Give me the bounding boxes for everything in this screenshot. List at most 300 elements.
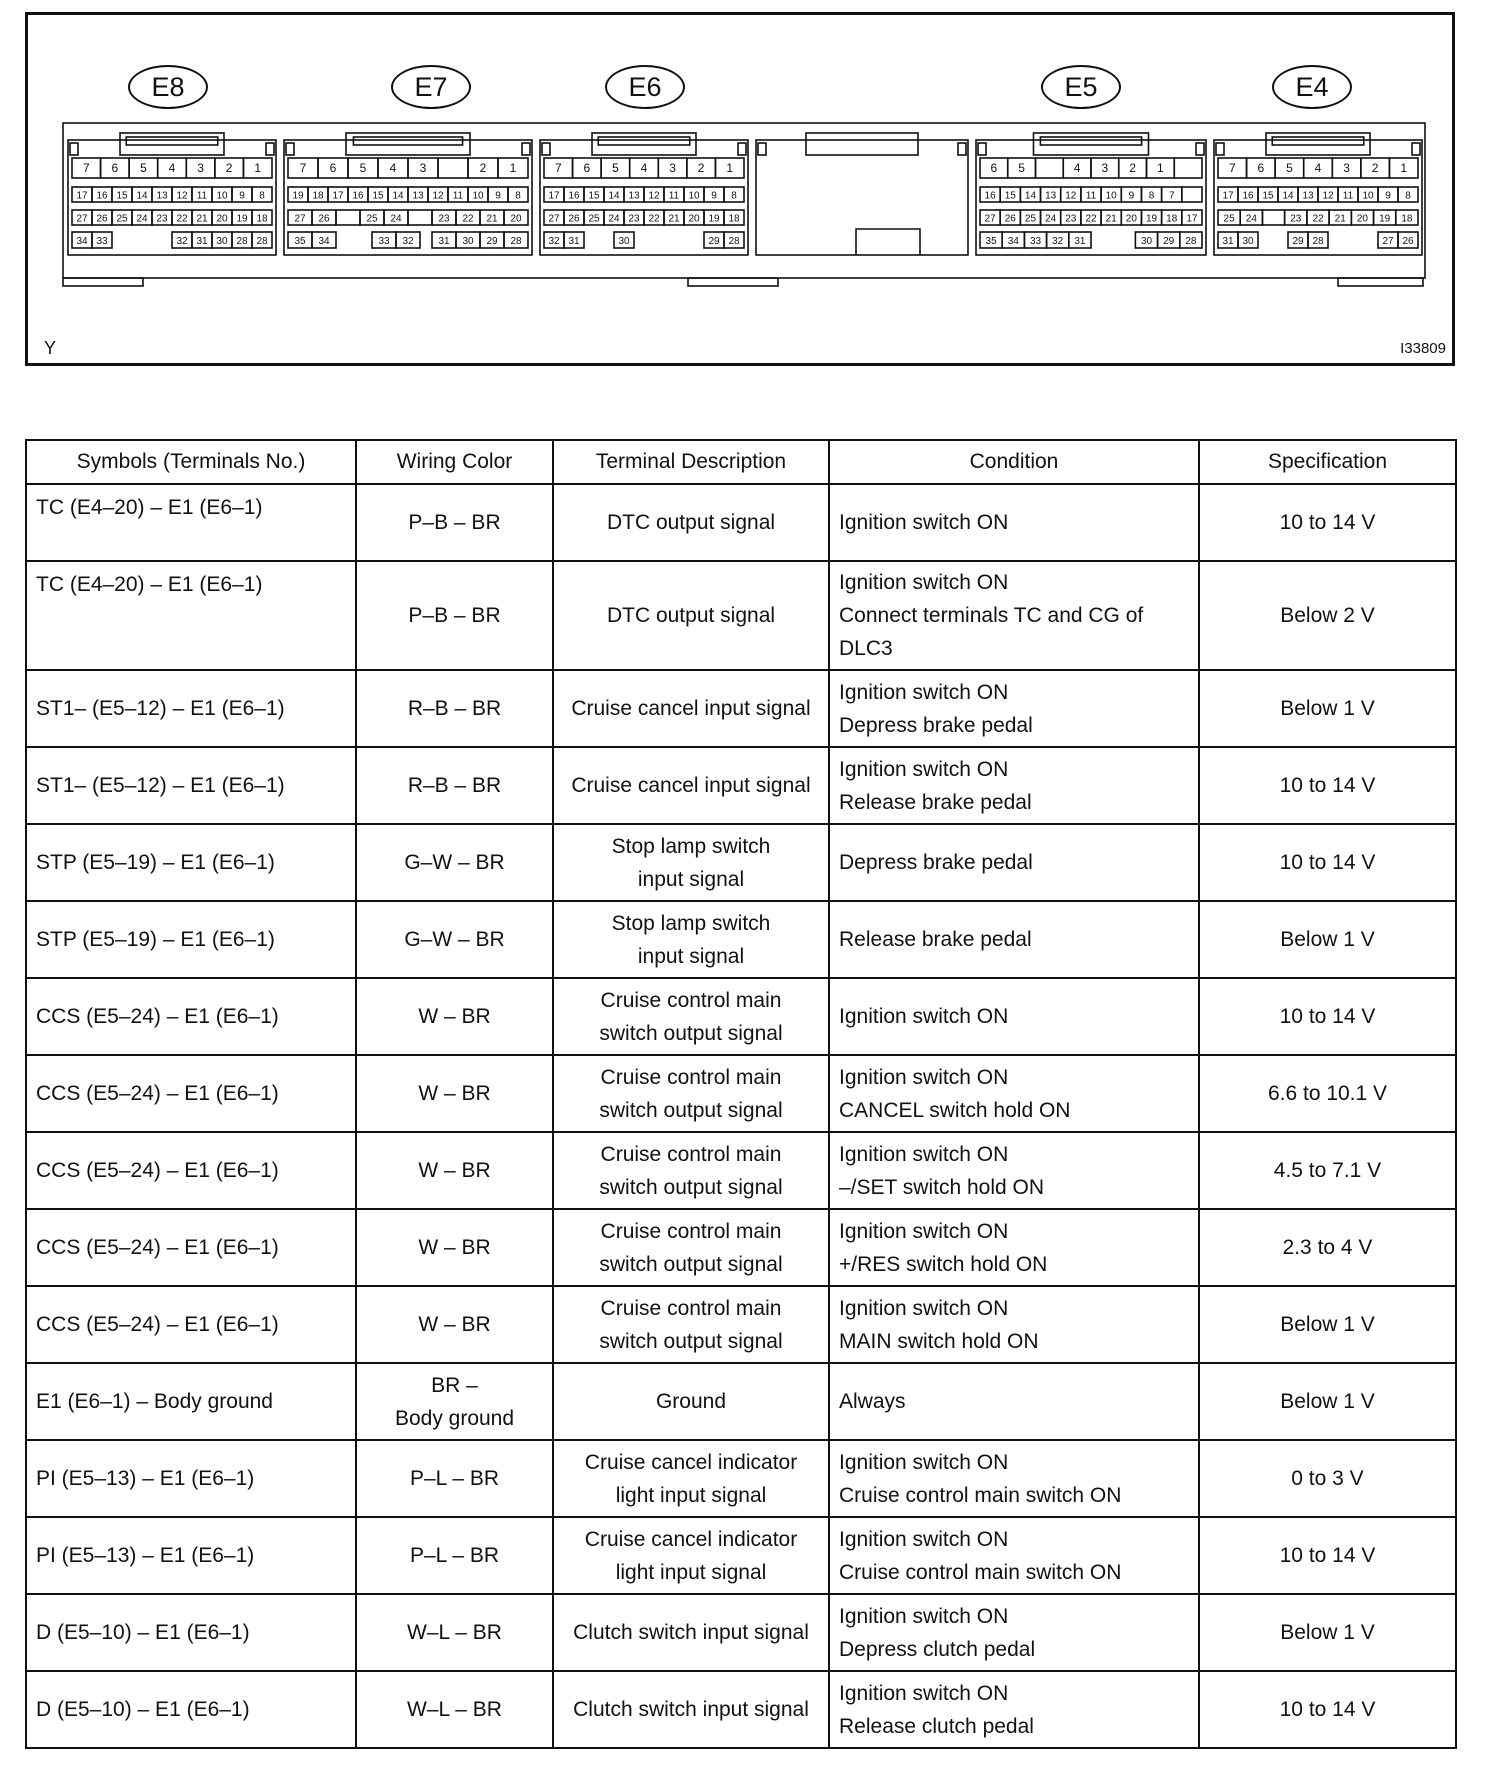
- cell-color: G–W – BR: [356, 901, 553, 978]
- connector-e6-ear-right: [738, 143, 746, 155]
- cell-desc: Ground: [553, 1363, 829, 1440]
- cell-cond: Ignition switch ON Cruise control main switch ON: [829, 1517, 1199, 1594]
- cell-cond: Ignition switch ON CANCEL switch hold ON: [829, 1055, 1199, 1132]
- terminal-number: 19: [708, 213, 720, 225]
- cell-cond: Ignition switch ON Depress clutch pedal: [829, 1594, 1199, 1671]
- terminal-number: 35: [294, 236, 306, 247]
- terminal-number: 12: [176, 190, 188, 202]
- terminal-number: 3: [419, 161, 427, 175]
- terminal-number: 31: [568, 236, 580, 247]
- terminal-number: 26: [96, 213, 108, 225]
- terminal-number: 25: [1223, 213, 1235, 225]
- terminal-number: 26: [1402, 236, 1414, 247]
- terminal-number: 15: [1004, 190, 1016, 202]
- cell-spec: 6.6 to 10.1 V: [1199, 1055, 1456, 1132]
- terminal-number: 5: [140, 161, 147, 175]
- terminal-number: 15: [588, 190, 600, 202]
- terminal-number: 7: [299, 161, 307, 175]
- terminal-spec-table: [25, 439, 1457, 1749]
- terminal-number: 11: [668, 190, 680, 202]
- cell-cond: Release brake pedal: [829, 901, 1199, 978]
- figure-id: I33809: [1400, 340, 1446, 357]
- terminal-number: 2: [697, 161, 705, 175]
- cell-cond: Ignition switch ON: [829, 978, 1199, 1055]
- terminal-number: 17: [76, 190, 88, 202]
- rail-tab-right: [1338, 278, 1423, 286]
- connector-e5-ear-right: [1196, 143, 1204, 155]
- cell-cond: Always: [829, 1363, 1199, 1440]
- terminal-number: 9: [1385, 190, 1391, 202]
- center-ear-left: [758, 143, 766, 155]
- connector-e8-ear-right: [266, 143, 274, 155]
- terminal-number: 10: [472, 190, 484, 202]
- cell-spec: Below 1 V: [1199, 1594, 1456, 1671]
- terminal-number: 29: [708, 236, 720, 247]
- cell-spec: Below 1 V: [1199, 901, 1456, 978]
- cell-symbol: PI (E5–13) – E1 (E6–1): [26, 1517, 356, 1594]
- table-row: [26, 1055, 1456, 1132]
- cell-symbol: PI (E5–13) – E1 (E6–1): [26, 1440, 356, 1517]
- terminal-number: 14: [608, 190, 620, 202]
- cell-spec: 10 to 14 V: [1199, 978, 1456, 1055]
- connector-e7-row2-cell: [408, 210, 432, 225]
- terminal-number: 13: [628, 190, 640, 202]
- cell-desc: Stop lamp switch input signal: [553, 824, 829, 901]
- terminal-number: 13: [1045, 190, 1057, 202]
- terminal-number: 28: [728, 236, 740, 247]
- terminal-number: 25: [588, 213, 600, 225]
- connector-e4-ear-left: [1216, 143, 1224, 155]
- terminal-number: 3: [1101, 161, 1109, 175]
- terminal-number: 19: [1379, 213, 1391, 225]
- cell-desc: Stop lamp switch input signal: [553, 901, 829, 978]
- terminal-number: 19: [292, 190, 304, 202]
- table-row: [26, 978, 1456, 1055]
- terminal-number: 20: [216, 213, 228, 225]
- cell-desc: Clutch switch input signal: [553, 1671, 829, 1748]
- terminal-number: 5: [359, 161, 367, 175]
- terminal-number: 9: [495, 190, 501, 202]
- terminal-number: 15: [1262, 190, 1274, 202]
- center-ear-right: [958, 143, 966, 155]
- terminal-number: 15: [372, 190, 384, 202]
- cell-symbol: ST1– (E5–12) – E1 (E6–1): [26, 670, 356, 747]
- center-notch: [856, 229, 920, 255]
- cell-spec: 10 to 14 V: [1199, 824, 1456, 901]
- terminal-number: 26: [1004, 213, 1016, 225]
- cell-symbol: D (E5–10) – E1 (E6–1): [26, 1671, 356, 1748]
- cell-color: W – BR: [356, 978, 553, 1055]
- table-row: [26, 1440, 1456, 1517]
- center-block: [756, 140, 968, 255]
- terminal-number: 30: [1242, 236, 1254, 247]
- terminal-number: 29: [1163, 236, 1175, 247]
- connector-e6-latch-inner: [598, 137, 690, 145]
- center-latch: [806, 133, 918, 155]
- terminal-number: 18: [256, 213, 268, 225]
- terminal-number: 35: [985, 236, 997, 247]
- table-row: [26, 561, 1456, 670]
- terminal-number: 2: [1371, 161, 1379, 175]
- terminal-number: 9: [239, 190, 245, 202]
- header-terminal-description: Terminal Description: [553, 440, 829, 484]
- terminal-number: 16: [96, 190, 108, 202]
- terminal-number: 4: [389, 161, 397, 175]
- terminal-number: 9: [1128, 190, 1135, 202]
- cell-desc: Cruise control main switch output signal: [553, 978, 829, 1055]
- terminal-number: 12: [1322, 190, 1334, 202]
- table-row: [26, 1363, 1456, 1440]
- terminal-number: 10: [1362, 190, 1374, 202]
- terminal-number: 7: [554, 161, 562, 175]
- terminal-number: 20: [1125, 213, 1137, 225]
- terminal-number: 27: [76, 213, 88, 225]
- cell-color: BR – Body ground: [356, 1363, 553, 1440]
- connector-e5-top-cell: [1174, 158, 1202, 178]
- terminal-number: 30: [462, 236, 474, 247]
- terminal-number: 6: [111, 161, 119, 175]
- table-row: [26, 1594, 1456, 1671]
- terminal-number: 8: [1148, 190, 1155, 202]
- terminal-number: 16: [1242, 190, 1254, 202]
- cell-color: W–L – BR: [356, 1671, 553, 1748]
- terminal-number: 25: [366, 213, 378, 225]
- cell-desc: Cruise cancel input signal: [553, 670, 829, 747]
- cell-color: P–B – BR: [356, 561, 553, 670]
- terminal-number: 22: [462, 213, 474, 225]
- terminal-number: 10: [1105, 190, 1117, 202]
- cell-spec: 10 to 14 V: [1199, 747, 1456, 824]
- connector-e6-ear-left: [542, 143, 550, 155]
- terminal-number: 7: [1168, 190, 1175, 202]
- table-row: [26, 1671, 1456, 1748]
- cell-desc: Cruise cancel input signal: [553, 747, 829, 824]
- terminal-number: 13: [156, 190, 168, 202]
- terminal-number: 24: [608, 213, 620, 225]
- terminal-number: 20: [510, 213, 522, 225]
- terminal-number: 5: [612, 161, 619, 175]
- terminal-number: 17: [1222, 190, 1234, 202]
- terminal-number: 23: [438, 213, 450, 225]
- table-row: [26, 1209, 1456, 1286]
- terminal-number: 20: [688, 213, 700, 225]
- terminal-number: 32: [402, 236, 414, 247]
- cell-desc: Cruise control main switch output signal: [553, 1286, 829, 1363]
- terminal-number: 23: [1065, 213, 1077, 225]
- cell-color: W – BR: [356, 1286, 553, 1363]
- terminal-number: 18: [312, 190, 324, 202]
- terminal-number: 16: [568, 190, 580, 202]
- connector-e5-row1-cell: [1182, 187, 1202, 202]
- connector-e4-latch-inner: [1272, 137, 1364, 145]
- table-row: [26, 484, 1456, 561]
- cell-symbol: D (E5–10) – E1 (E6–1): [26, 1594, 356, 1671]
- terminal-number: 7: [82, 161, 90, 175]
- connector-e5-latch-inner: [1040, 137, 1141, 145]
- terminal-number: 4: [1314, 161, 1322, 175]
- terminal-number: 26: [318, 213, 330, 225]
- terminal-number: 29: [1292, 236, 1304, 247]
- terminal-number: 14: [1024, 190, 1037, 202]
- cell-color: W–L – BR: [356, 1594, 553, 1671]
- terminal-number: 28: [510, 236, 522, 247]
- cell-cond: Ignition switch ON MAIN switch hold ON: [829, 1286, 1199, 1363]
- cell-cond: Ignition switch ON –/SET switch hold ON: [829, 1132, 1199, 1209]
- terminal-number: 2: [1129, 161, 1136, 175]
- table-row: [26, 1132, 1456, 1209]
- rail-tab-center: [688, 278, 778, 286]
- connector-e7-latch-inner: [353, 137, 462, 145]
- cell-color: P–L – BR: [356, 1517, 553, 1594]
- table-row: [26, 1517, 1456, 1594]
- terminal-number: 31: [438, 236, 450, 247]
- terminal-number: 28: [1185, 236, 1197, 247]
- terminal-number: 34: [76, 236, 88, 247]
- terminal-number: 24: [1245, 213, 1257, 225]
- terminal-number: 6: [329, 161, 337, 175]
- terminal-number: 12: [432, 190, 444, 202]
- connector-e7-top-cell: [438, 158, 468, 178]
- terminal-number: 24: [390, 213, 402, 225]
- cell-color: R–B – BR: [356, 747, 553, 824]
- header-wiring-color: Wiring Color: [356, 440, 553, 484]
- terminal-number: 13: [412, 190, 424, 202]
- terminal-number: 28: [1312, 236, 1324, 247]
- terminal-number: 27: [548, 213, 560, 225]
- connector-e4-row2-cell: [1262, 210, 1284, 225]
- terminal-number: 28: [256, 236, 268, 247]
- terminal-number: 32: [176, 236, 188, 247]
- terminal-number: 33: [96, 236, 108, 247]
- terminal-number: 14: [1282, 190, 1294, 202]
- terminal-number: 33: [1029, 236, 1042, 247]
- terminal-number: 8: [515, 190, 521, 202]
- terminal-number: 20: [1356, 213, 1369, 225]
- connector-e7-ear-left: [286, 143, 294, 155]
- terminal-number: 8: [259, 190, 265, 202]
- terminal-number: 11: [1085, 190, 1097, 202]
- terminal-number: 21: [1105, 213, 1117, 225]
- terminal-number: 29: [486, 236, 498, 247]
- terminal-number: 4: [640, 161, 648, 175]
- cell-spec: Below 1 V: [1199, 1286, 1456, 1363]
- cell-symbol: CCS (E5–24) – E1 (E6–1): [26, 1209, 356, 1286]
- header-condition: Condition: [829, 440, 1199, 484]
- terminal-number: 24: [1045, 213, 1057, 225]
- terminal-number: 4: [1073, 161, 1081, 175]
- terminal-number: 10: [216, 190, 228, 202]
- terminal-number: 6: [583, 161, 591, 175]
- connector-drawing: [28, 15, 1452, 363]
- cell-symbol: ST1– (E5–12) – E1 (E6–1): [26, 747, 356, 824]
- cell-symbol: CCS (E5–24) – E1 (E6–1): [26, 1132, 356, 1209]
- cell-color: G–W – BR: [356, 824, 553, 901]
- terminal-number: 17: [332, 190, 344, 202]
- terminal-number: 8: [1405, 190, 1411, 202]
- terminal-number: 31: [1222, 236, 1234, 247]
- terminal-number: 7: [1228, 161, 1236, 175]
- connector-e5-top-cell: [1036, 158, 1064, 178]
- cell-desc: Cruise control main switch output signal: [553, 1055, 829, 1132]
- cell-symbol: CCS (E5–24) – E1 (E6–1): [26, 1286, 356, 1363]
- terminal-number: 18: [1166, 213, 1178, 225]
- terminal-number: 22: [1085, 213, 1097, 225]
- cell-symbol: CCS (E5–24) – E1 (E6–1): [26, 1055, 356, 1132]
- terminal-number: 12: [1065, 190, 1077, 202]
- terminal-number: 22: [648, 213, 660, 225]
- cell-cond: Ignition switch ON +/RES switch hold ON: [829, 1209, 1199, 1286]
- terminal-number: 12: [648, 190, 660, 202]
- cell-desc: DTC output signal: [553, 561, 829, 670]
- cell-spec: 4.5 to 7.1 V: [1199, 1132, 1456, 1209]
- connector-label-e5: E5: [1041, 65, 1121, 109]
- terminal-number: 10: [688, 190, 700, 202]
- terminal-number: 31: [1074, 236, 1086, 247]
- terminal-number: 23: [156, 213, 168, 225]
- cell-color: P–B – BR: [356, 484, 553, 561]
- cell-symbol: STP (E5–19) – E1 (E6–1): [26, 824, 356, 901]
- cell-color: P–L – BR: [356, 1440, 553, 1517]
- header-specification: Specification: [1199, 440, 1456, 484]
- cell-spec: Below 2 V: [1199, 561, 1456, 670]
- terminal-number: 16: [984, 190, 996, 202]
- terminal-number: 5: [1286, 161, 1293, 175]
- cell-desc: Clutch switch input signal: [553, 1594, 829, 1671]
- terminal-number: 6: [1257, 161, 1265, 175]
- connector-e7-row2-cell: [336, 210, 360, 225]
- connector-e7-ear-right: [522, 143, 530, 155]
- table-body: [26, 484, 1456, 1748]
- terminal-number: 16: [352, 190, 364, 202]
- terminal-number: 2: [479, 161, 487, 175]
- terminal-number: 22: [1312, 213, 1324, 225]
- terminal-number: 25: [1024, 213, 1037, 225]
- terminal-number: 24: [136, 213, 148, 225]
- terminal-number: 13: [1302, 190, 1314, 202]
- terminal-number: 11: [452, 190, 464, 202]
- cell-color: W – BR: [356, 1132, 553, 1209]
- table-row: [26, 747, 1456, 824]
- terminal-number: 23: [628, 213, 640, 225]
- terminal-number: 27: [984, 213, 996, 225]
- terminal-number: 11: [196, 190, 208, 202]
- terminal-number: 23: [1290, 213, 1302, 225]
- terminal-number: 22: [176, 213, 188, 225]
- cell-symbol: TC (E4–20) – E1 (E6–1): [26, 561, 356, 670]
- terminal-number: 17: [1186, 213, 1198, 225]
- terminal-number: 4: [168, 161, 176, 175]
- table-row: [26, 824, 1456, 901]
- table-row: [26, 670, 1456, 747]
- cell-desc: Cruise control main switch output signal: [553, 1209, 829, 1286]
- terminal-number: 18: [1401, 213, 1413, 225]
- terminal-number: 14: [392, 190, 404, 202]
- connector-e4-ear-right: [1412, 143, 1420, 155]
- terminal-number: 1: [1157, 161, 1164, 175]
- cell-cond: Depress brake pedal: [829, 824, 1199, 901]
- terminal-number: 6: [990, 161, 998, 175]
- terminal-number: 32: [1052, 236, 1064, 247]
- terminal-number: 30: [1140, 236, 1153, 247]
- cell-spec: 0 to 3 V: [1199, 1440, 1456, 1517]
- connector-label-e4: E4: [1272, 65, 1352, 109]
- connector-label-e7: E7: [391, 65, 471, 109]
- cell-symbol: TC (E4–20) – E1 (E6–1): [26, 484, 356, 561]
- terminal-number: 11: [1342, 190, 1354, 202]
- terminal-number: 28: [236, 236, 248, 247]
- connector-e8-latch-inner: [126, 137, 218, 145]
- cell-cond: Ignition switch ON Depress brake pedal: [829, 670, 1199, 747]
- cell-cond: Ignition switch ON: [829, 484, 1199, 561]
- cell-cond: Ignition switch ON Release brake pedal: [829, 747, 1199, 824]
- connector-diagram: [25, 12, 1455, 366]
- cell-desc: Cruise control main switch output signal: [553, 1132, 829, 1209]
- terminal-number: 15: [116, 190, 128, 202]
- cell-color: R–B – BR: [356, 670, 553, 747]
- terminal-number: 8: [731, 190, 737, 202]
- terminal-number: 17: [548, 190, 560, 202]
- corner-label: Y: [44, 338, 57, 358]
- terminal-number: 30: [216, 236, 228, 247]
- cell-spec: 10 to 14 V: [1199, 484, 1456, 561]
- terminal-number: 26: [568, 213, 580, 225]
- table-row: [26, 901, 1456, 978]
- terminal-number: 21: [668, 213, 680, 225]
- table-header-row: [26, 440, 1456, 484]
- terminal-number: 21: [1334, 213, 1346, 225]
- terminal-number: 1: [254, 161, 262, 175]
- rail-tab-left: [63, 278, 143, 286]
- terminal-number: 3: [669, 161, 676, 175]
- cell-spec: 2.3 to 4 V: [1199, 1209, 1456, 1286]
- terminal-number: 18: [728, 213, 740, 225]
- terminal-number: 32: [548, 236, 560, 247]
- terminal-number: 9: [711, 190, 717, 202]
- cell-symbol: E1 (E6–1) – Body ground: [26, 1363, 356, 1440]
- terminal-number: 34: [318, 236, 330, 247]
- terminal-number: 30: [618, 236, 630, 247]
- cell-color: W – BR: [356, 1209, 553, 1286]
- terminal-number: 3: [1343, 161, 1350, 175]
- cell-symbol: STP (E5–19) – E1 (E6–1): [26, 901, 356, 978]
- cell-spec: 10 to 14 V: [1199, 1517, 1456, 1594]
- connector-label-e8: E8: [128, 65, 208, 109]
- cell-color: W – BR: [356, 1055, 553, 1132]
- connector-e5-ear-left: [978, 143, 986, 155]
- cell-cond: Ignition switch ON Connect terminals TC and CG of DLC3: [829, 561, 1199, 670]
- terminal-number: 19: [236, 213, 248, 225]
- cell-spec: Below 1 V: [1199, 670, 1456, 747]
- table-row: [26, 1286, 1456, 1363]
- terminal-number: 21: [196, 213, 208, 225]
- terminal-number: 21: [486, 213, 498, 225]
- cell-desc: Cruise cancel indicator light input signal: [553, 1440, 829, 1517]
- terminal-number: 33: [378, 236, 390, 247]
- cell-spec: Below 1 V: [1199, 1363, 1456, 1440]
- terminal-number: 3: [197, 161, 204, 175]
- terminal-number: 1: [509, 161, 517, 175]
- connector-label-e6: E6: [605, 65, 685, 109]
- cell-cond: Ignition switch ON Cruise control main switch ON: [829, 1440, 1199, 1517]
- header-symbols: Symbols (Terminals No.): [26, 440, 356, 484]
- terminal-number: 1: [1400, 161, 1408, 175]
- terminal-number: 27: [1382, 236, 1394, 247]
- cell-cond: Ignition switch ON Release clutch pedal: [829, 1671, 1199, 1748]
- cell-desc: DTC output signal: [553, 484, 829, 561]
- terminal-number: 1: [726, 161, 734, 175]
- terminal-number: 31: [196, 236, 208, 247]
- terminal-number: 19: [1145, 213, 1158, 225]
